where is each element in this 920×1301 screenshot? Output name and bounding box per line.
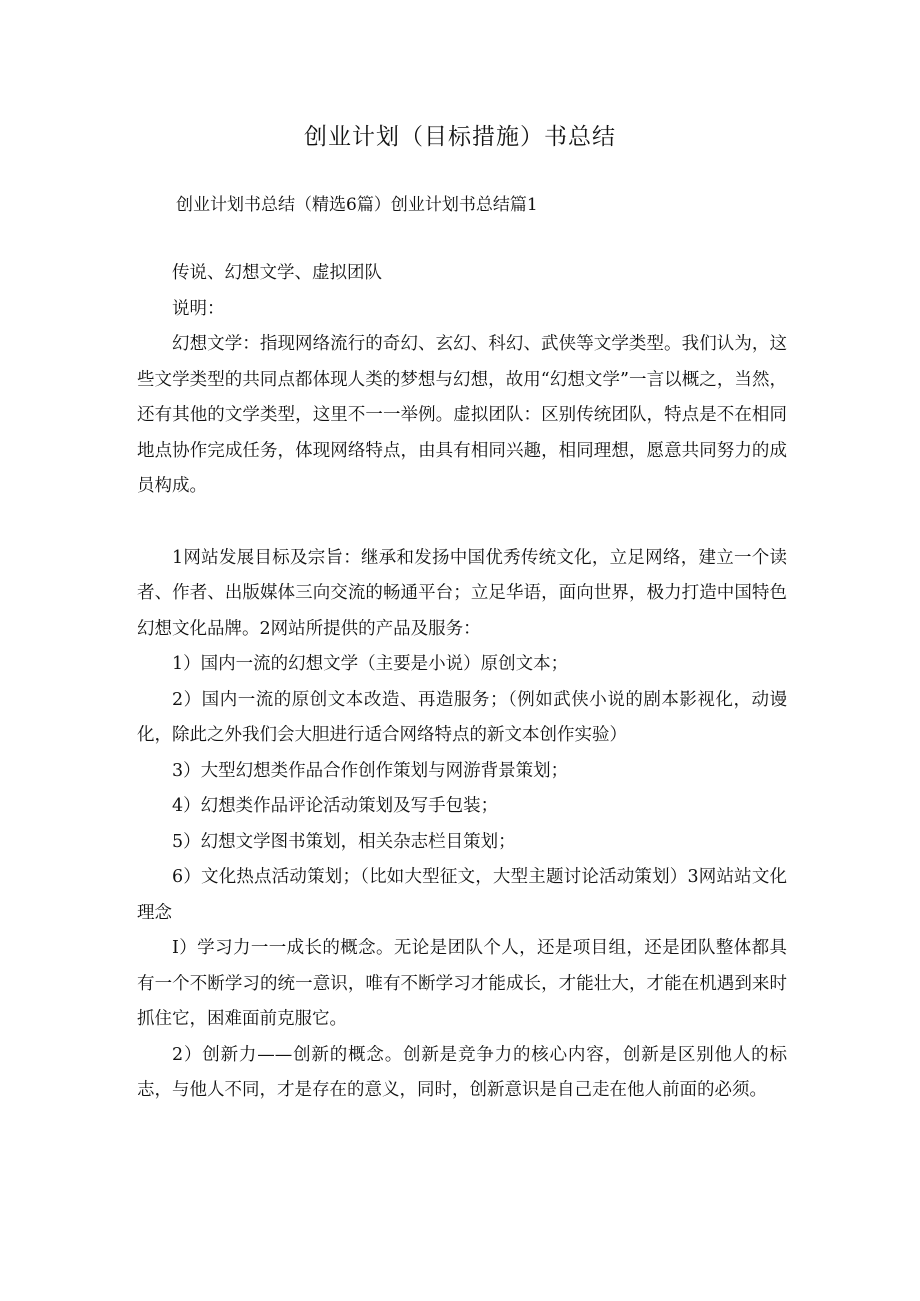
document-subtitle: 创业计划书总结（精选6篇）创业计划书总结篇1	[176, 195, 538, 215]
paragraph: I）学习力一一成长的概念。无论是团队个人，还是项目组，还是团队整体都具有一个不断学习的统一意识，唯有不断学习才能成长，才能壮大，才能在机遇到来时抓住它，困难面前克服它。	[137, 938, 787, 1029]
paragraph: 3）大型幻想类作品合作创作策划与网游背景策划；	[172, 760, 569, 781]
document-title: 创业计划（目标措施）书总结	[304, 124, 616, 150]
paragraph: 5）幻想文学图书策划，相关杂志栏目策划；	[172, 831, 516, 852]
paragraph: 1网站发展目标及宗旨：继承和发扬中国优秀传统文化，立足网络，建立一个读者、作者、出版媒体三向交流的畅通平台；立足华语，面向世界，极力打造中国特色幻想文化品牌。2网站所提供的产品及服务：	[137, 547, 787, 639]
paragraph: 4）幻想类作品评论活动策划及写手包装；	[172, 796, 499, 816]
paragraph: 说明：	[172, 298, 225, 319]
paragraph: 幻想文学：指现网络流行的奇幻、玄幻、科幻、武侠等文学类型。我们认为，这些文学类型的共同点都体现人类的梦想与幻想，故用“幻想文学”一言以概之，当然，还有其他的文学类型，这里不一一举例。虚拟团队：区别传统团队，特点是不在相同地点协作完成任务，体现网络特点，由具有相同兴趣，相同理想，愿意共同努力的成员构成。	[137, 334, 787, 496]
paragraph: 1）国内一流的幻想文学（主要是小说）原创文本；	[172, 654, 569, 674]
paragraph: 6）文化热点活动策划；（比如大型征文，大型主题讨论活动策划）3网站站文化理念	[137, 867, 787, 923]
paragraph: 2）国内一流的原创文本改造、再造服务；（例如武侠小说的剧本影视化，动谩化，除此之外我们会大胆进行适合网络特点的新文本创作实验）	[137, 689, 787, 745]
document-body	[137, 256, 787, 1109]
paragraph: 2）创新力——创新的概念。创新是竞争力的核心内容，创新是区别他人的标志，与他人不同，才是存在的意义，同时，创新意识是自己走在他人前面的必须。	[137, 1044, 787, 1100]
paragraph: 传说、幻想文学、虚拟团队	[172, 263, 382, 283]
